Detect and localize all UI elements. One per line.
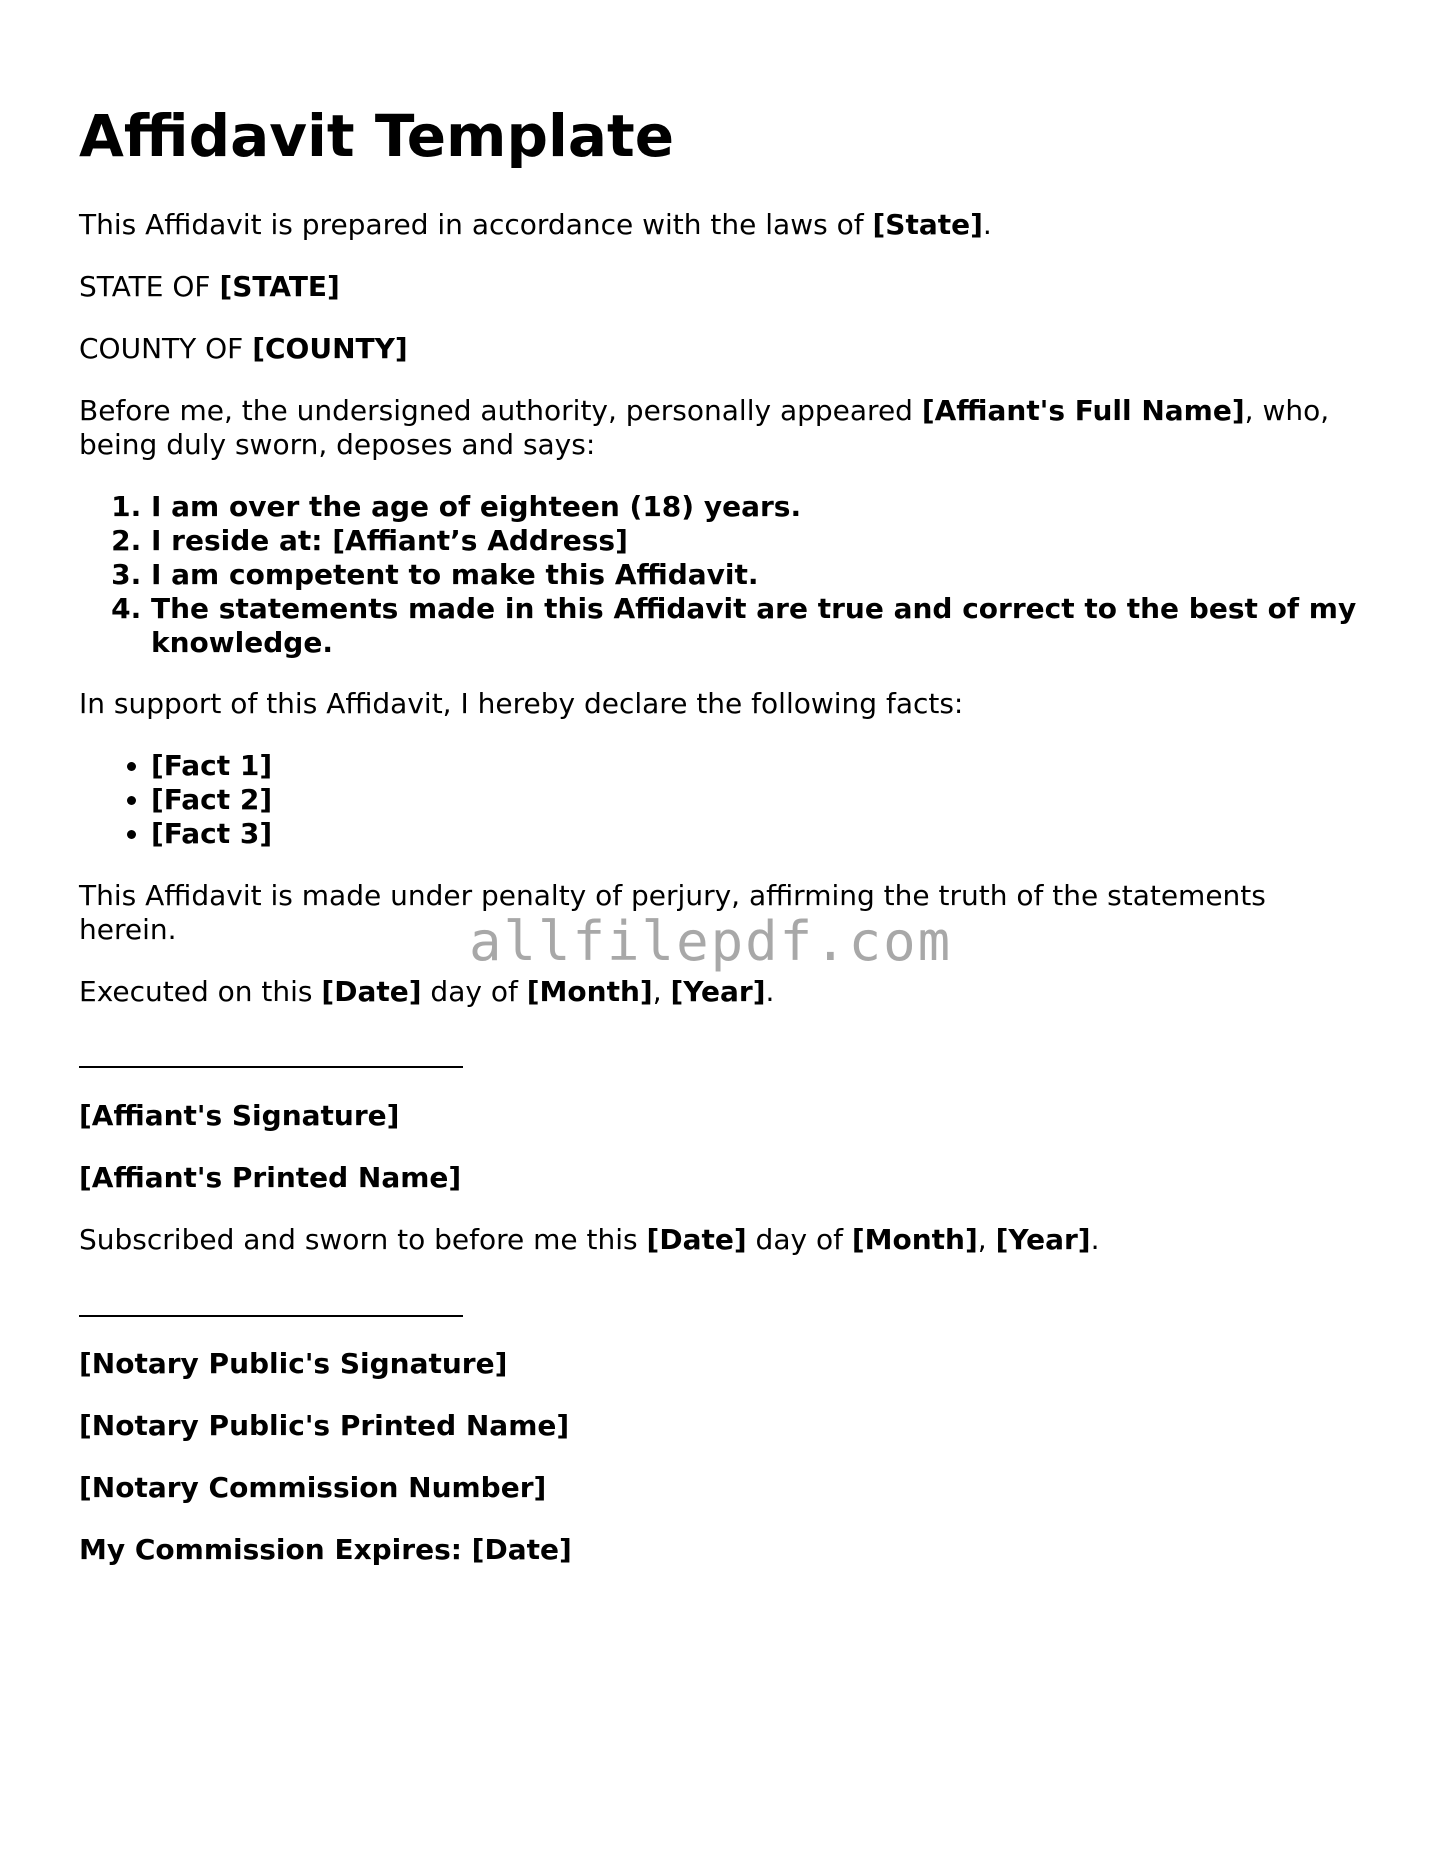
statement-item: 4. The statements made in this Affidavit are true and correct to the best of my knowledge. [151,592,1369,660]
state-line [79,270,340,304]
executed-end: . [765,975,775,1008]
fact-item: • [Fact 2] [151,783,272,817]
notary-commission-number-label: [Notary Commission Number] [79,1471,547,1504]
statement-item: 1. I am over the age of eighteen (18) years. [151,490,1369,524]
subscribed-comma: , [977,1223,996,1256]
subscribed-line [79,1223,1100,1257]
county-label: COUNTY OF [79,332,253,365]
appearance-paragraph [79,394,1369,462]
statement-item: 2. I reside at: [Affiant’s Address] [151,524,1369,558]
county-line [79,332,408,366]
executed-comma: , [652,975,671,1008]
executed-text-mid: day of [421,975,527,1008]
state-label: STATE OF [79,270,220,303]
facts-list [79,749,272,851]
subscribed-text-mid: day of [746,1223,852,1256]
notary-signature-label: [Notary Public's Signature] [79,1347,508,1380]
fact-item: • [Fact 3] [151,817,272,851]
executed-date: [Date] [321,975,422,1008]
perjury-statement: This Affidavit is made under penalty of perjury, affirming the truth of the statements herein. [79,879,1266,946]
notary-printed-name-label: [Notary Public's Printed Name] [79,1409,570,1442]
subscribed-date: [Date] [646,1223,747,1256]
executed-year: [Year] [670,975,766,1008]
appearance-text-after: , who, being duly sworn, deposes and says: [79,394,1330,461]
subscribed-text-before: Subscribed and sworn to before me this [79,1223,647,1256]
affiant-printed-name-label: [Affiant's Printed Name] [79,1161,462,1194]
document-title: Affidavit Template [79,102,675,170]
subscribed-end: . [1090,1223,1100,1256]
executed-text-before: Executed on this [79,975,322,1008]
statements-list [79,490,1369,660]
affiant-signature-label: [Affiant's Signature] [79,1099,400,1132]
subscribed-month: [Month] [851,1223,978,1256]
appearance-text-before: Before me, the undersigned authority, personally appeared [79,394,922,427]
facts-intro: In support of this Affidavit, I hereby declare the following facts: [79,687,964,720]
watermark: allfilepdf.com [469,910,953,973]
intro-text: This Affidavit is prepared in accordance with the laws of [79,208,873,241]
state-placeholder: [State] [872,208,983,241]
affiant-full-name: [Affiant's Full Name] [921,394,1245,427]
intro-paragraph [79,208,992,242]
executed-month: [Month] [526,975,653,1008]
notary-signature-line [79,1315,463,1317]
statement-item: 3. I am competent to make this Affidavit. [151,558,1369,592]
county-value: [COUNTY] [252,332,408,365]
state-value: [STATE] [219,270,340,303]
subscribed-year: [Year] [995,1223,1091,1256]
fact-item: • [Fact 1] [151,749,272,783]
intro-end: . [982,208,992,241]
commission-expires-label: My Commission Expires: [Date] [79,1533,572,1566]
affiant-signature-line [79,1066,463,1068]
executed-line [79,975,774,1009]
